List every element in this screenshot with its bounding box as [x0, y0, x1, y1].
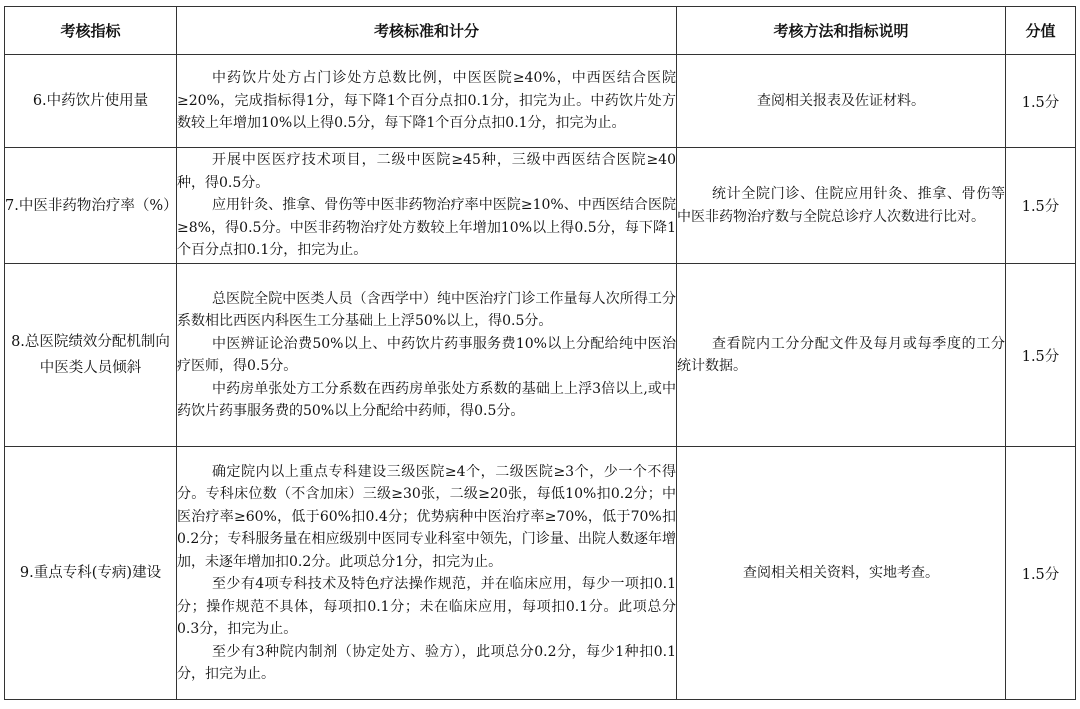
header-row [5, 7, 1076, 55]
criteria-paragraph: 中医辨证论治费50%以上、中药饮片药事服务费10%以上分配给纯中医治疗医师，得0.5分。 [177, 335, 676, 374]
header-score: 分值 [1006, 7, 1076, 55]
criteria-paragraph: 总医院全院中医类人员（含西学中）纯中医治疗门诊工作量每人次所得工分系数相比西医内科医生工分基础上上浮50%以上，得0.5分。 [177, 290, 676, 329]
criteria-cell [177, 148, 677, 264]
table-row-7 [5, 148, 1076, 264]
table-row-8 [5, 264, 1076, 447]
table-row-9 [5, 447, 1076, 700]
table-row-6 [5, 55, 1076, 148]
indicator-cell: 8.总医院绩效分配机制向中医类人员倾斜 [5, 264, 177, 447]
criteria-paragraph: 中药房单张处方工分系数在西药房单张处方系数的基础上上浮3倍以上,或中药饮片药事服务费的50%以上分配给中药师，得0.5分。 [177, 380, 676, 419]
method-cell: 查看院内工分分配文件及每月或每季度的工分统计数据。 [677, 264, 1006, 447]
criteria-cell [177, 264, 677, 447]
score-cell: 1.5分 [1006, 447, 1076, 700]
criteria-paragraph: 中药饮片处方占门诊处方总数比例，中医医院≥40%，中西医结合医院≥20%，完成指标得1分，每下降1个百分点扣0.1分，扣完为止。中药饮片处方数较上年增加10%以上得0.5分，每下降1个百分点扣0.1分，扣完为止。 [177, 70, 676, 132]
criteria-paragraph: 至少有4项专科技术及特色疗法操作规范，并在临床应用，每少一项扣0.1分；操作规范不具体，每项扣0.1分；未在临床应用，每项扣0.1分。此项总分0.3分，扣完为止。 [177, 576, 676, 637]
header-method: 考核方法和指标说明 [677, 7, 1006, 55]
assessment-table [4, 6, 1076, 700]
score-cell: 1.5分 [1006, 264, 1076, 447]
header-criteria: 考核标准和计分 [177, 7, 677, 55]
criteria-paragraph: 开展中医医疗技术项目，二级中医院≥45种，三级中西医结合医院≥40种，得0.5分。 [177, 152, 676, 191]
criteria-paragraph: 确定院内以上重点专科建设三级医院≥4个，二级医院≥3个，少一个不得分。专科床位数（不含加床）三级≥30张，二级≥20张，每低10%扣0.2分；中医治疗率≥60%，低于60%扣0.4分；优势病种中医治疗率≥70%，低于70%扣0.2分；专科服务量在相应级别中医同专业科室中领先，门诊量、出院人数逐年增加，未逐年增加扣0.2分。此项总分1分，扣完为止。 [177, 463, 676, 570]
score-cell: 1.5分 [1006, 55, 1076, 148]
method-cell: 查阅相关报表及佐证材料。 [677, 55, 1006, 148]
method-cell: 统计全院门诊、住院应用针灸、推拿、骨伤等中医非药物治疗数与全院总诊疗人次数进行比对。 [677, 148, 1006, 264]
score-cell: 1.5分 [1006, 148, 1076, 264]
indicator-cell: 9.重点专科(专病)建设 [5, 447, 177, 700]
criteria-paragraph: 应用针灸、推拿、骨伤等中医非药物治疗率中医院≥10%、中西医结合医院≥8%，得0.5分。中医非药物治疗处方数较上年增加10%以上得0.5分，每下降1个百分点扣0.1分，扣完为止。 [177, 197, 676, 259]
header-indicator: 考核指标 [5, 7, 177, 55]
indicator-cell: 7.中医非药物治疗率（%） [5, 148, 177, 264]
criteria-cell [177, 55, 677, 148]
method-cell: 查阅相关相关资料，实地考查。 [677, 447, 1006, 700]
criteria-cell [177, 447, 677, 700]
indicator-cell: 6.中药饮片使用量 [5, 55, 177, 148]
criteria-paragraph: 至少有3种院内制剂（协定处方、验方），此项总分0.2分，每少1种扣0.1分，扣完为止。 [177, 643, 676, 682]
